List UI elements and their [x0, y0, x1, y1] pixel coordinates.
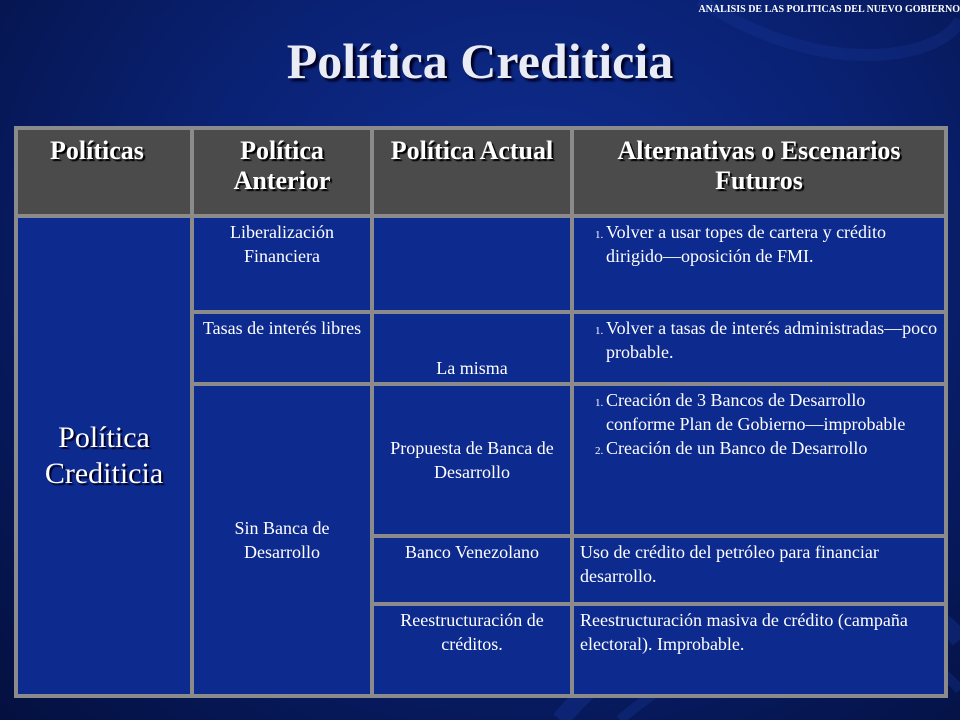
actual-cell — [372, 216, 572, 312]
header-text: ANÁLISIS DE LAS POLÍTICAS DEL NUEVO GOBIERNO — [698, 4, 960, 15]
anterior-cell: Sin Banca de Desarrollo — [192, 384, 372, 696]
header-politica-actual: Política Actual — [372, 128, 572, 216]
actual-cell: Propuesta de Banca de Desarrollo — [372, 384, 572, 536]
alternativa-item: 1. Volver a usar topes de cartera y crédito dirigido—oposición de FMI. — [606, 220, 938, 268]
actual-cell: Banco Venezolano — [372, 536, 572, 604]
anterior-cell: Tasas de interés libres — [192, 312, 372, 384]
anterior-cell: Liberalización Financiera — [192, 216, 372, 312]
table-header-row — [16, 128, 946, 216]
policy-table — [14, 126, 948, 698]
header-politica-anterior: Política Anterior — [192, 128, 372, 216]
alternativa-item: 1. Volver a tasas de interés administradas—poco probable. — [606, 316, 938, 364]
alternativas-cell — [572, 384, 946, 536]
alternativas-cell — [572, 312, 946, 384]
alternativas-cell — [572, 216, 946, 312]
actual-cell: La misma — [372, 312, 572, 384]
alternativa-item: 2. Creación de un Banco de Desarrollo — [606, 436, 938, 460]
page-title: Política Crediticia — [286, 33, 674, 89]
header-politicas: Políticas — [16, 128, 192, 216]
alternativas-cell: Uso de crédito del petróleo para financiar desarrollo. — [572, 536, 946, 604]
alternativas-cell: Reestructuración masiva de crédito (campaña electoral). Improbable. — [572, 604, 946, 696]
table-row — [16, 216, 946, 312]
policy-name-cell: Política Crediticia — [16, 216, 192, 696]
header-alternativas: Alternativas o Escenarios Futuros — [572, 128, 946, 216]
actual-cell: Reestructuración de créditos. — [372, 604, 572, 696]
alternativa-item: 1. Creación de 3 Bancos de Desarrollo conforme Plan de Gobierno—improbable — [606, 388, 938, 436]
